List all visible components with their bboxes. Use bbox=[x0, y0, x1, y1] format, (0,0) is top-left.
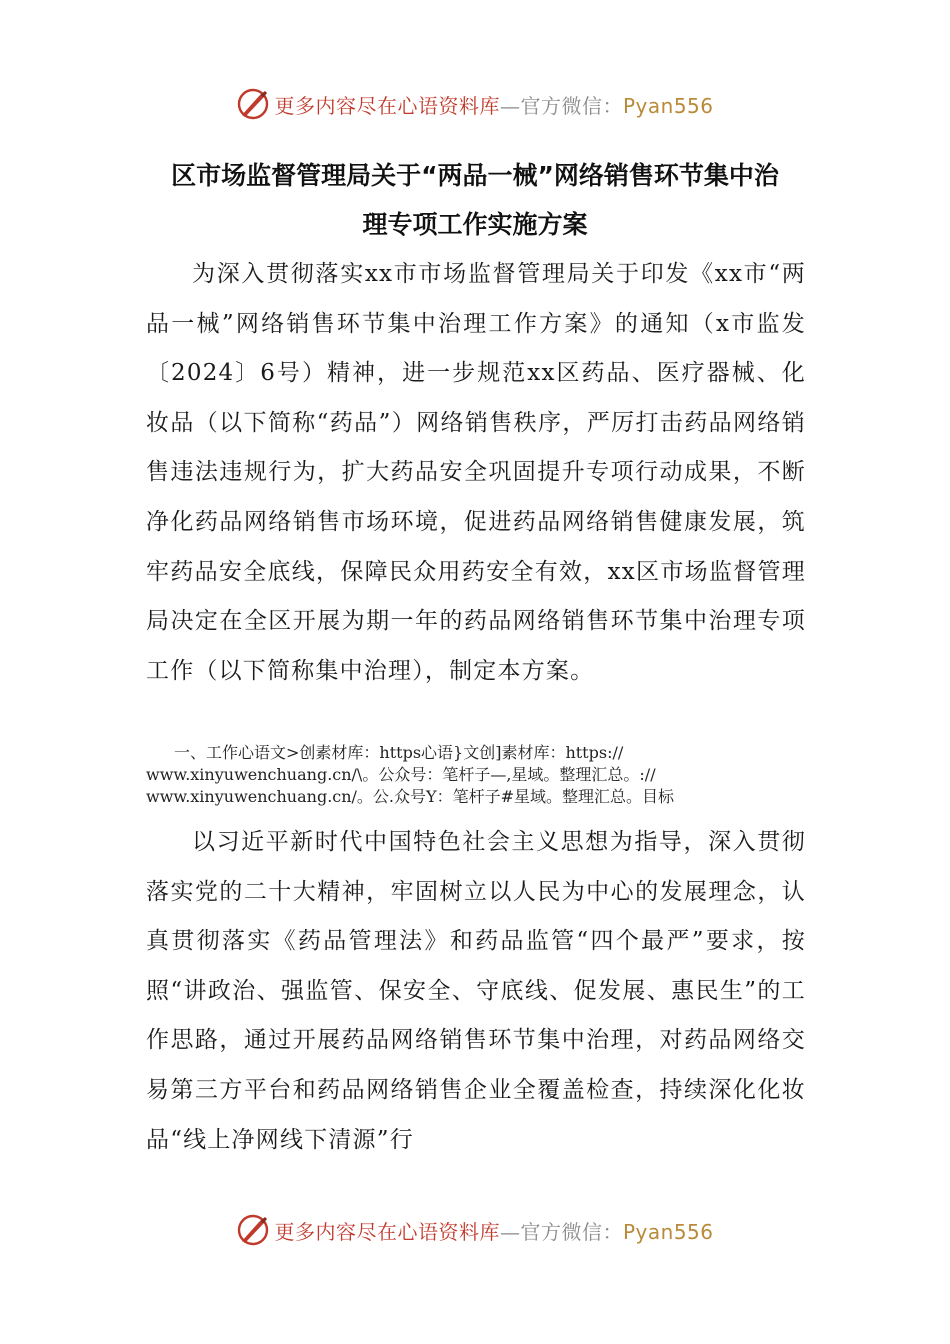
banner-wechat-id: Pyan556 bbox=[622, 1219, 714, 1244]
pen-logo-icon bbox=[236, 1213, 270, 1247]
section-heading-line-2: www.xinyuwenchuang.cn/\。公众号：笔杆子—,星域。整理汇总。:// bbox=[146, 765, 656, 784]
header-banner bbox=[0, 84, 950, 124]
section-heading-line-1: 一、工作心语文>创素材库：https心语}文创]素材库：https:// bbox=[174, 743, 624, 762]
document-title-line-1: 区市场监督管理局关于“两品一械”网络销售环节集中治 bbox=[171, 161, 779, 190]
banner-site-name: 更多内容尽在心语资料库 bbox=[274, 1219, 500, 1244]
footer-banner bbox=[0, 1210, 950, 1250]
body-paragraph-intro: 为深入贯彻落实xx市市场监督管理局关于印发《xx市“两品一械”网络销售环节集中治理工作方案》的通知（x市监发〔2024〕6号）精神，进一步规范xx区药品、医疗器械、化妆品（以下简称“药品”）网络销售秩序，严厉打击药品网络销售违法违规行为，扩大药品安全巩固提升专项行动成果，不断净化药品网络销售市场环境，促进药品网络销售健康发展，筑牢药品安全底线，保障民众用药安全有效，xx区市场监督管理局决定在全区开展为期一年的药品网络销售环节集中治理专项工作（以下简称集中治理），制定本方案。 bbox=[146, 261, 806, 684]
banner-wechat-id: Pyan556 bbox=[622, 93, 714, 118]
document-title-line-2: 理专项工作实施方案 bbox=[362, 210, 588, 239]
section-heading-goals bbox=[146, 742, 806, 808]
banner-site-name: 更多内容尽在心语资料库 bbox=[274, 93, 500, 118]
section-heading-line-3: www.xinyuwenchuang.cn/。公.众号Y：笔杆子#星域。整理汇总。目标 bbox=[146, 787, 674, 806]
banner-separator: —官方微信： bbox=[499, 1219, 623, 1244]
pen-logo-icon bbox=[236, 87, 270, 121]
banner-separator: —官方微信： bbox=[499, 93, 623, 118]
body-paragraph-guiding: 以习近平新时代中国特色社会主义思想为指导，深入贯彻落实党的二十大精神，牢固树立以人民为中心的发展理念，认真贯彻落实《药品管理法》和药品监管“四个最严”要求，按照“讲政治、强监管、保安全、守底线、促发展、惠民生”的工作思路，通过开展药品网络销售环节集中治理，对药品网络交易第三方平台和药品网络销售企业全覆盖检查，持续深化化妆品“线上净网线下清源”行 bbox=[146, 829, 806, 1153]
